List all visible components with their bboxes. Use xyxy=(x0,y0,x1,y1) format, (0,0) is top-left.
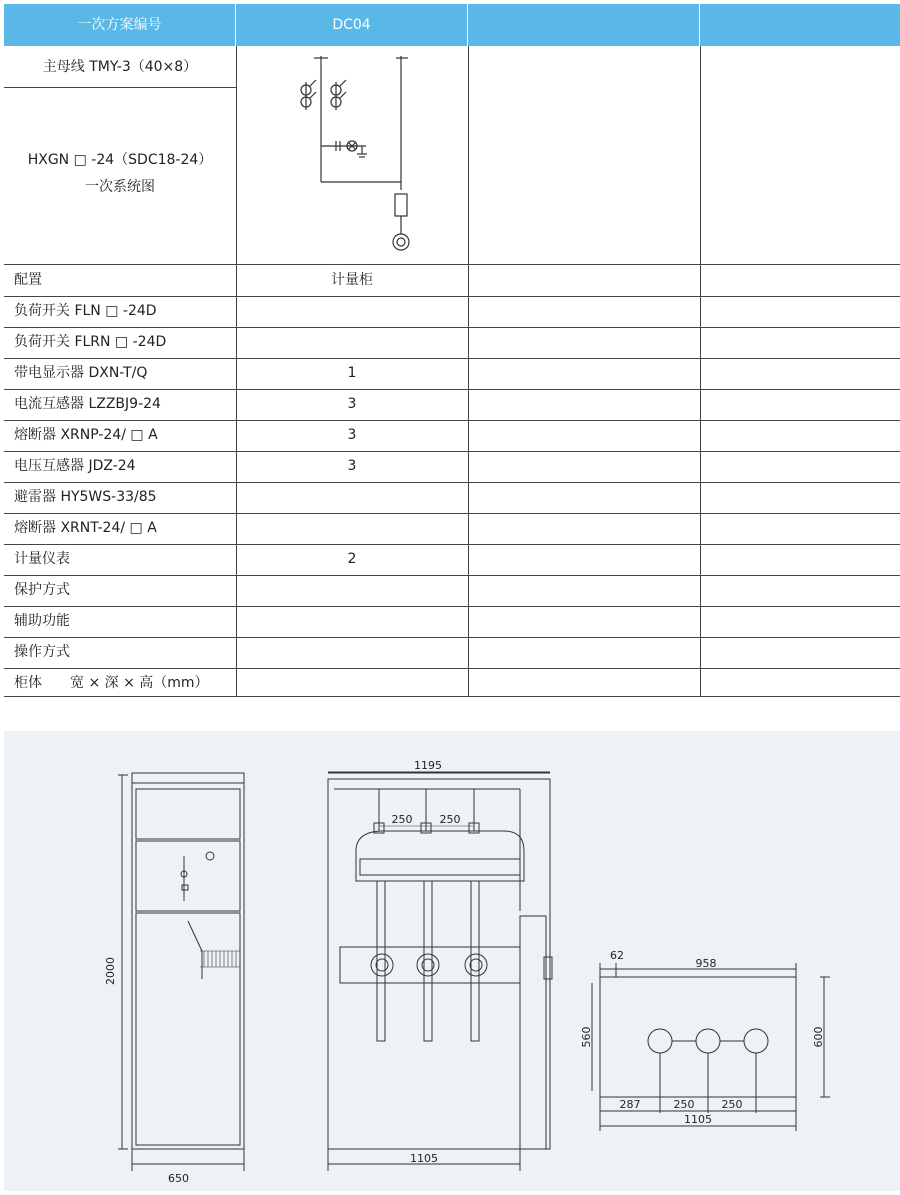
busbar-label: 主母线 TMY-3（40×8） xyxy=(42,59,198,75)
row-value: 1 xyxy=(347,365,357,381)
current-transformer-icon xyxy=(301,80,346,110)
header-col4 xyxy=(700,4,900,46)
front-view-drawing xyxy=(118,773,244,1171)
row-value: 3 xyxy=(347,458,357,474)
dim-plan-250a: 250 xyxy=(673,1098,695,1111)
header-col3 xyxy=(468,4,700,46)
dim-front-width: 650 xyxy=(168,1172,189,1185)
row-value: 3 xyxy=(347,427,357,443)
row-value: 3 xyxy=(347,396,357,412)
row-label: 辅助功能 xyxy=(14,613,70,629)
dim-plan-1105: 1105 xyxy=(684,1113,712,1126)
table-row xyxy=(4,389,900,420)
dim-plan-62: 62 xyxy=(610,949,624,962)
table-row xyxy=(4,668,900,699)
row-label: 柜体 宽 × 深 × 高（mm） xyxy=(14,675,209,691)
table-row xyxy=(4,358,900,389)
row-label: 负荷开关 FLN □ -24D xyxy=(14,303,157,319)
row-label: 操作方式 xyxy=(14,644,70,660)
dim-side-pitch-1: 250 xyxy=(391,813,413,826)
table-row xyxy=(4,637,900,668)
cabinet-drawings-panel xyxy=(4,731,900,1191)
cabinet-drawings xyxy=(4,731,900,1191)
side-view-drawing xyxy=(328,772,552,1171)
live-indicator-icon xyxy=(321,141,367,157)
voltage-transformer-icon xyxy=(393,234,409,250)
table-row xyxy=(4,513,900,544)
dim-height: 2000 xyxy=(104,957,117,985)
dim-plan-560: 560 xyxy=(580,1026,593,1048)
table-row xyxy=(4,327,900,358)
dim-side-pitch-2: 250 xyxy=(439,813,461,826)
dim-plan-600: 600 xyxy=(812,1026,825,1048)
system-label-line2: 一次系统图 xyxy=(85,179,155,195)
table-row xyxy=(4,451,900,482)
table-row xyxy=(4,544,900,575)
system-label-line1: HXGN □ -24（SDC18-24） xyxy=(27,152,213,168)
row-label: 负荷开关 FLRN □ -24D xyxy=(14,334,167,350)
dim-side-depth-bottom: 1105 xyxy=(410,1152,438,1165)
grid-hline xyxy=(4,696,900,697)
dim-side-depth-top: 1195 xyxy=(414,759,442,772)
row-label: 熔断器 XRNT-24/ □ A xyxy=(14,520,157,536)
fuse-icon xyxy=(395,194,407,216)
table-row xyxy=(4,265,900,296)
row-value: 2 xyxy=(347,551,357,567)
header-scheme-code: DC04 xyxy=(236,4,468,46)
row-label: 带电显示器 DXN-T/Q xyxy=(14,365,148,381)
row-value: 计量柜 xyxy=(331,272,373,288)
table-row xyxy=(4,482,900,513)
row-label: 计量仪表 xyxy=(14,551,70,567)
grid-hline xyxy=(4,87,236,88)
row-label: 电压互感器 JDZ-24 xyxy=(14,458,136,474)
row-label: 避雷器 HY5WS-33/85 xyxy=(14,489,157,505)
dim-plan-958: 958 xyxy=(695,957,717,970)
table-row xyxy=(4,606,900,637)
row-label: 电流互感器 LZZBJ9-24 xyxy=(14,396,161,412)
row-label: 保护方式 xyxy=(14,582,70,598)
table-row xyxy=(4,296,900,327)
table-row xyxy=(4,420,900,451)
row-label: 配置 xyxy=(14,272,42,288)
header-scheme-number: 一次方案编号 xyxy=(4,4,236,46)
table-header xyxy=(4,4,900,46)
dim-plan-250b: 250 xyxy=(721,1098,743,1111)
dim-plan-287: 287 xyxy=(619,1098,641,1111)
row-label: 熔断器 XRNP-24/ □ A xyxy=(14,427,158,443)
table-row xyxy=(4,575,900,606)
